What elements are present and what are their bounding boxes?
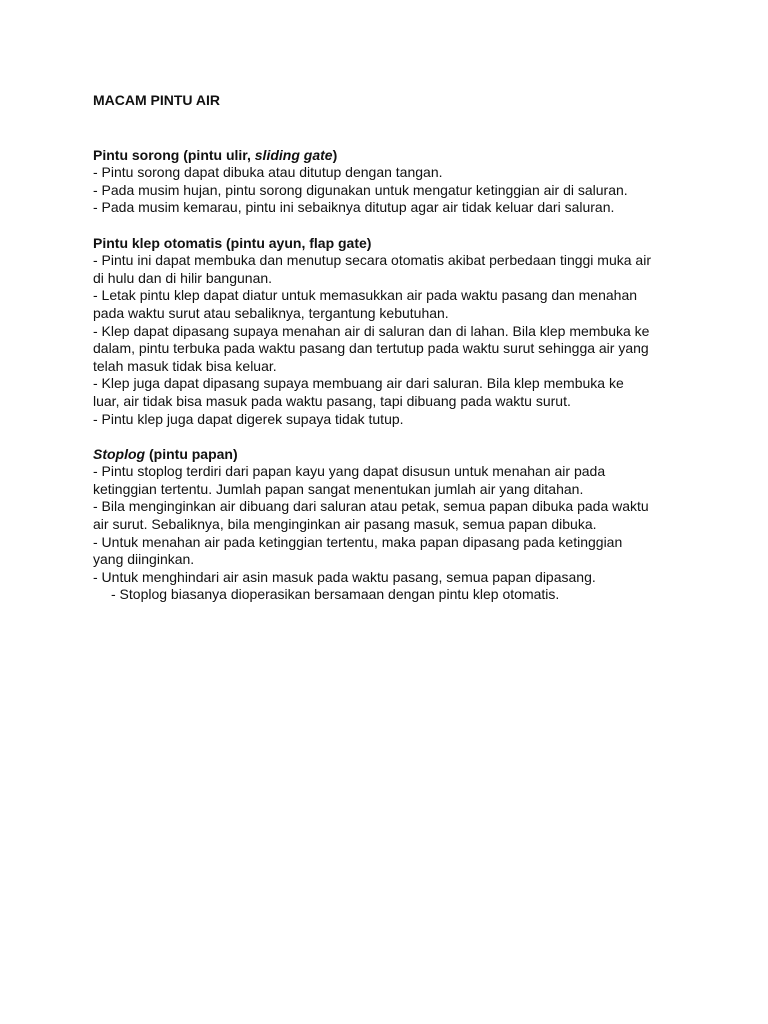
section-heading — [93, 446, 653, 464]
heading-italic-text: Stoplog — [93, 445, 146, 462]
paragraph: - Klep juga dapat dipasang supaya membuang air dari saluran. Bila klep membuka ke luar, air tidak bisa masuk pada waktu pasang, tapi dibuang pada waktu surut. — [93, 375, 624, 409]
section-stoplog — [93, 446, 653, 604]
heading-text: Pintu klep otomatis (pintu ayun, flap gate) — [93, 234, 372, 251]
heading-text-end: ) — [332, 146, 338, 163]
paragraph: - Bila menginginkan air dibuang dari saluran atau petak, semua papan dibuka pada waktu air surut. Sebaliknya, bila menginginkan air pasang masuk, semua papan dibuka. — [93, 498, 649, 533]
heading-text-end: (pintu papan) — [145, 445, 238, 462]
heading-italic-text: sliding gate — [254, 146, 333, 163]
paragraph: - Pintu sorong dapat dibuka atau ditutup dengan tangan. — [93, 164, 443, 181]
document-body — [93, 92, 653, 622]
paragraph: - Letak pintu klep dapat diatur untuk memasukkan air pada waktu pasang dan menahan pada waktu surut atau sebaliknya, tergantung kebutuhan. — [93, 287, 638, 321]
indented-paragraph: - Stoplog biasanya dioperasikan bersamaan dengan pintu klep otomatis. — [111, 586, 560, 603]
paragraph: - Pada musim kemarau, pintu ini sebaiknya ditutup agar air tidak keluar dari saluran. — [93, 199, 615, 216]
paragraph: - Pada musim hujan, pintu sorong digunakan untuk mengatur ketinggian air di saluran. — [93, 181, 628, 198]
heading-text: Pintu sorong (pintu ulir, — [93, 146, 255, 163]
section-heading — [93, 147, 653, 165]
paragraph: - Untuk menghindari air asin masuk pada waktu pasang, semua papan dipasang. — [93, 568, 596, 585]
section-pintu-klep-otomatis — [93, 235, 653, 429]
paragraph: - Untuk menahan air pada ketinggian tertentu, maka papan dipasang pada ketinggian yang diinginkan. — [93, 533, 623, 568]
paragraph: - Pintu stoplog terdiri dari papan kayu yang dapat disusun untuk menahan air pada ketinggian tertentu. Jumlah papan sangat menentukan jumlah air yang ditahan. — [93, 463, 606, 497]
section-heading — [93, 235, 653, 253]
section-pintu-sorong — [93, 147, 653, 217]
paragraph: - Pintu ini dapat membuka dan menutup secara otomatis akibat perbedaan tinggi muka air di hulu dan di hilir bangunan. — [93, 252, 651, 286]
paragraph: - Pintu klep juga dapat digerek supaya tidak tutup. — [93, 410, 404, 427]
document-title: MACAM PINTU AIR — [93, 92, 221, 108]
paragraph: - Klep dapat dipasang supaya menahan air di saluran dan di lahan. Bila klep membuka ke dalam, pintu terbuka pada waktu pasang dan tertutup pada waktu surut sehingga air yang telah masuk tidak bisa keluar. — [93, 322, 650, 374]
